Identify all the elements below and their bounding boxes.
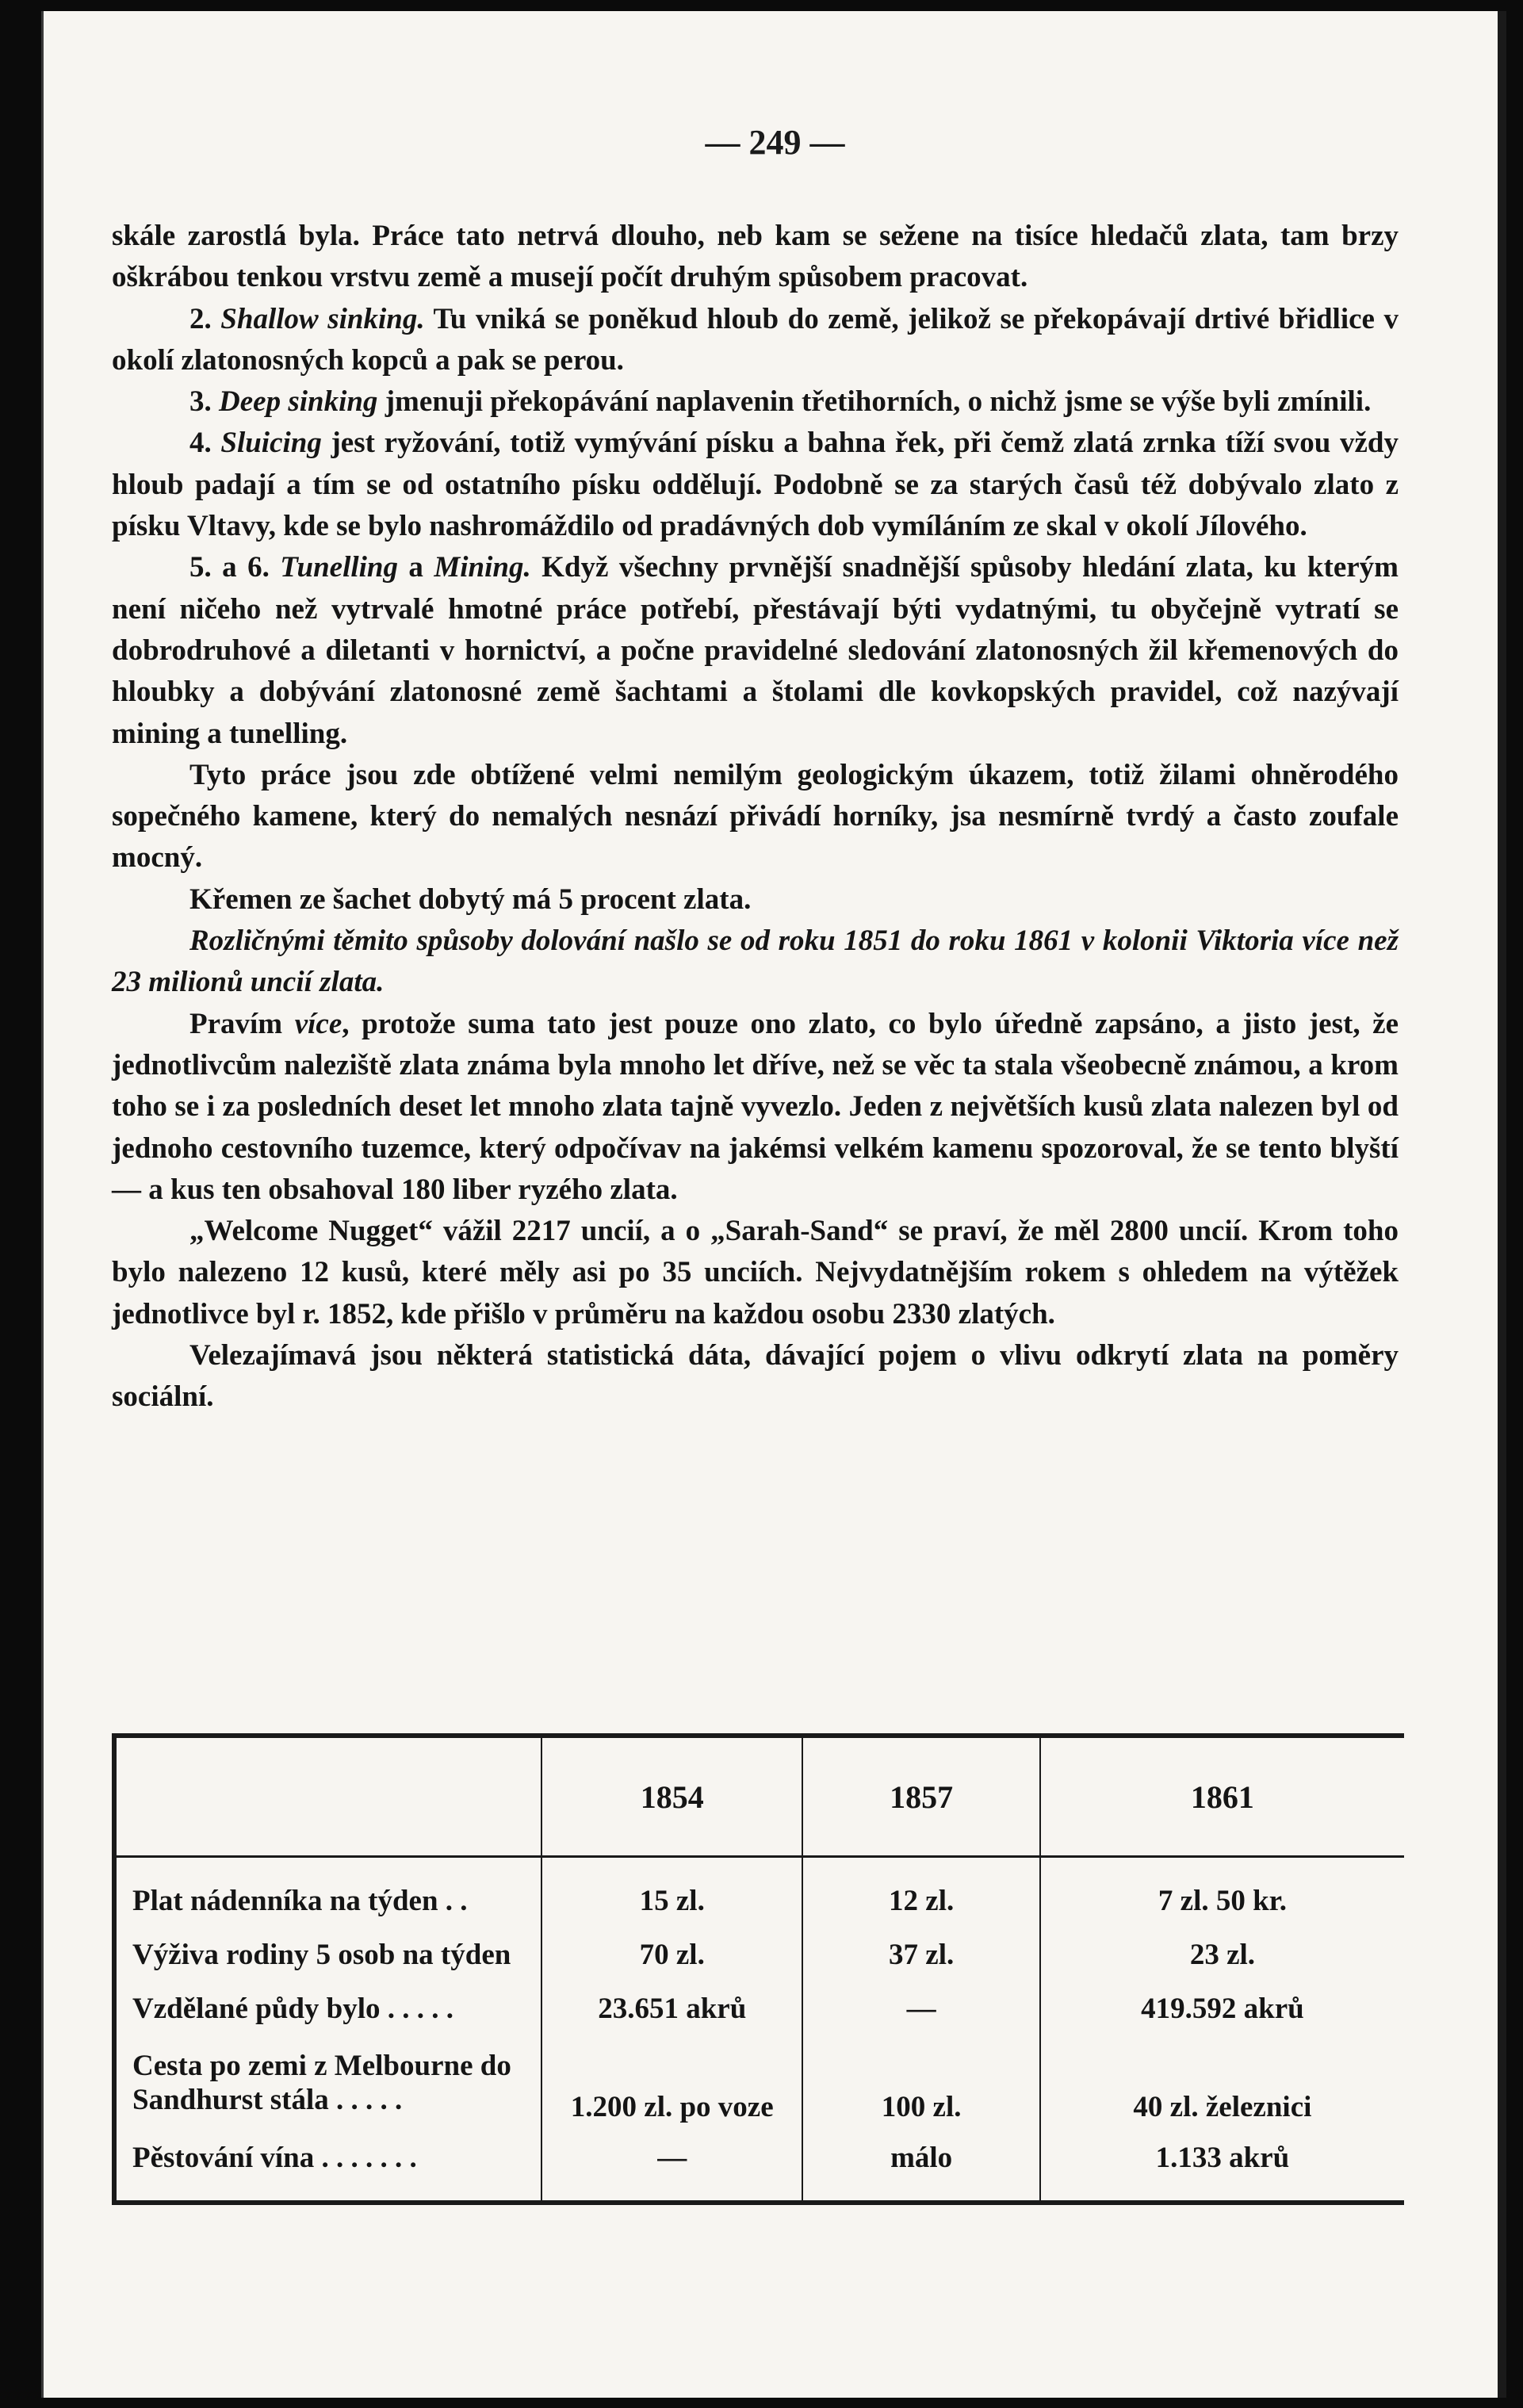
paragraph: skále zarostlá byla. Práce tato netrvá dlouho, neb kam se sežene na tisíce hledačů zlata, tam brzy oškrábou tenkou vrstvu země a musejí počít druhým spůsobem pracovat. xyxy=(112,220,1399,294)
table-cell: 40 zl. železnici xyxy=(1040,2035,1404,2130)
table-row xyxy=(114,2035,1404,2130)
page-number: — 249 — xyxy=(705,123,845,162)
paragraph: 2. Shallow sinking. Tu vniká se poněkud hloub do země, jelikož se překopávají drtivé břidlice v okolí zlatonosných kopců a pak se perou. xyxy=(112,302,1399,377)
table-cell: 37 zl. xyxy=(802,1928,1039,1981)
statistics-table xyxy=(112,1733,1404,2205)
table-cell: 100 zl. xyxy=(802,2035,1039,2130)
paragraph: „Welcome Nugget“ vážil 2217 uncií, a o „Sarah-Sand“ se praví, že měl 2800 uncií. Krom toho bylo nalezeno 12 kusů, které měly asi po 35 unciích. Nejvydatnějším rokem s ohledem na výtěžek jednotlivce byl r. 1852, kde přišlo v průměru na každou osobu 2330 zlatých. xyxy=(112,1215,1399,1330)
paragraph: Rozličnými těmito spůsoby dolování našlo se od roku 1851 do roku 1861 v kolonii Viktoria více než 23 milionů uncií zlata. xyxy=(112,925,1399,999)
paragraph: 3. Deep sinking jmenuji překopávání naplavenin třetihorních, o nichž jsme se výše byli zmínili. xyxy=(189,385,1372,419)
table-row xyxy=(114,1981,1404,2035)
table-cell: málo xyxy=(802,2130,1039,2203)
table-row xyxy=(114,1857,1404,1928)
body-text xyxy=(112,216,1399,1418)
book-page xyxy=(41,11,1506,2398)
row-label: Vzdělané půdy bylo . . . . . xyxy=(114,1981,541,2035)
table-header-cell: 1854 xyxy=(541,1736,802,1857)
paragraph: Křemen ze šachet dobytý má 5 procent zlata. xyxy=(189,882,752,916)
table-header-cell xyxy=(114,1736,541,1857)
paragraph: Velezajímavá jsou některá statistická dáta, dávající pojem o vlivu odkrytí zlata na poměry sociální. xyxy=(112,1339,1399,1414)
paragraph: 4. Sluicing jest ryžování, totiž vymývání písku a bahna řek, při čemž zlatá zrnka tíží svou vždy hloub padají a tím se od ostatního písku oddělují. Podobně se za starých časů též dobývalo zlato z písku Vltavy, kde se bylo nashromáždilo od pradávných dob vymíláním ze skal v okolí Jílového. xyxy=(112,427,1399,543)
paragraph: 5. a 6. Tunelling a Mining. Když všechny prvnější snadnější spůsoby hledání zlata, ku kterým není ničeho než vytrvalé hmotné práce potřebí, přestávají býti vydatnými, tu obyčejně vytratí se dobrodruhové a diletanti v hornictví, a počne pravidelné sledování zlatonosných žil křemenových do hloubky a dobývání zlatonosné země šachtami a štolami dle kovkopských pravidel, což nazývají mining a tunelling. xyxy=(112,551,1399,750)
table-cell: 7 zl. 50 kr. xyxy=(1040,1857,1404,1928)
row-label: Výživa rodiny 5 osob na týden xyxy=(114,1928,541,1981)
table-header-cell: 1861 xyxy=(1040,1736,1404,1857)
table-cell: 70 zl. xyxy=(541,1928,802,1981)
table-header-row xyxy=(114,1736,1404,1857)
table-row xyxy=(114,2130,1404,2203)
row-label: Pěstování vína . . . . . . . xyxy=(114,2130,541,2203)
table-row xyxy=(114,1928,1404,1981)
paragraph: Pravím více, protože suma tato jest pouze ono zlato, co bylo úředně zapsáno, a jisto jest, že jednotlivcům naleziště zlata známa byla mnoho let dříve, než se věc ta stala všeobecně známou, a krom toho se i za posledních deset let mnoho zlata tajně vyvezlo. Jeden z největších kusů zlata nalezen byl od jednoho cestovního tuzemce, který odpočívav na jakémsi velkém kamenu spozoroval, že se tento blyští — a kus ten obsahoval 180 liber ryzého zlata. xyxy=(112,1007,1399,1206)
table-cell: 12 zl. xyxy=(802,1857,1039,1928)
table-cell: 419.592 akrů xyxy=(1040,1981,1404,2035)
row-label: Plat nádenníka na týden . . xyxy=(114,1857,541,1928)
table-cell: — xyxy=(541,2130,802,2203)
row-label: Cesta po zemi z Melbourne do Sandhurst stála . . . . . xyxy=(114,2035,541,2130)
table-cell: 23 zl. xyxy=(1040,1928,1404,1981)
table-header-cell: 1857 xyxy=(802,1736,1039,1857)
table-cell: 1.200 zl. po voze xyxy=(541,2035,802,2130)
page-edge xyxy=(1498,11,1506,2398)
table-cell: 23.651 akrů xyxy=(541,1981,802,2035)
paragraph: Tyto práce jsou zde obtížené velmi nemilým geologickým úkazem, totiž žilami ohněrodého sopečného kamene, který do nemalých nesnází přivádí horníky, jsa nesmírně tvrdý a často zoufale mocný. xyxy=(112,758,1399,875)
table-cell: 15 zl. xyxy=(541,1857,802,1928)
table-cell: 1.133 akrů xyxy=(1040,2130,1404,2203)
table-cell: — xyxy=(802,1981,1039,2035)
